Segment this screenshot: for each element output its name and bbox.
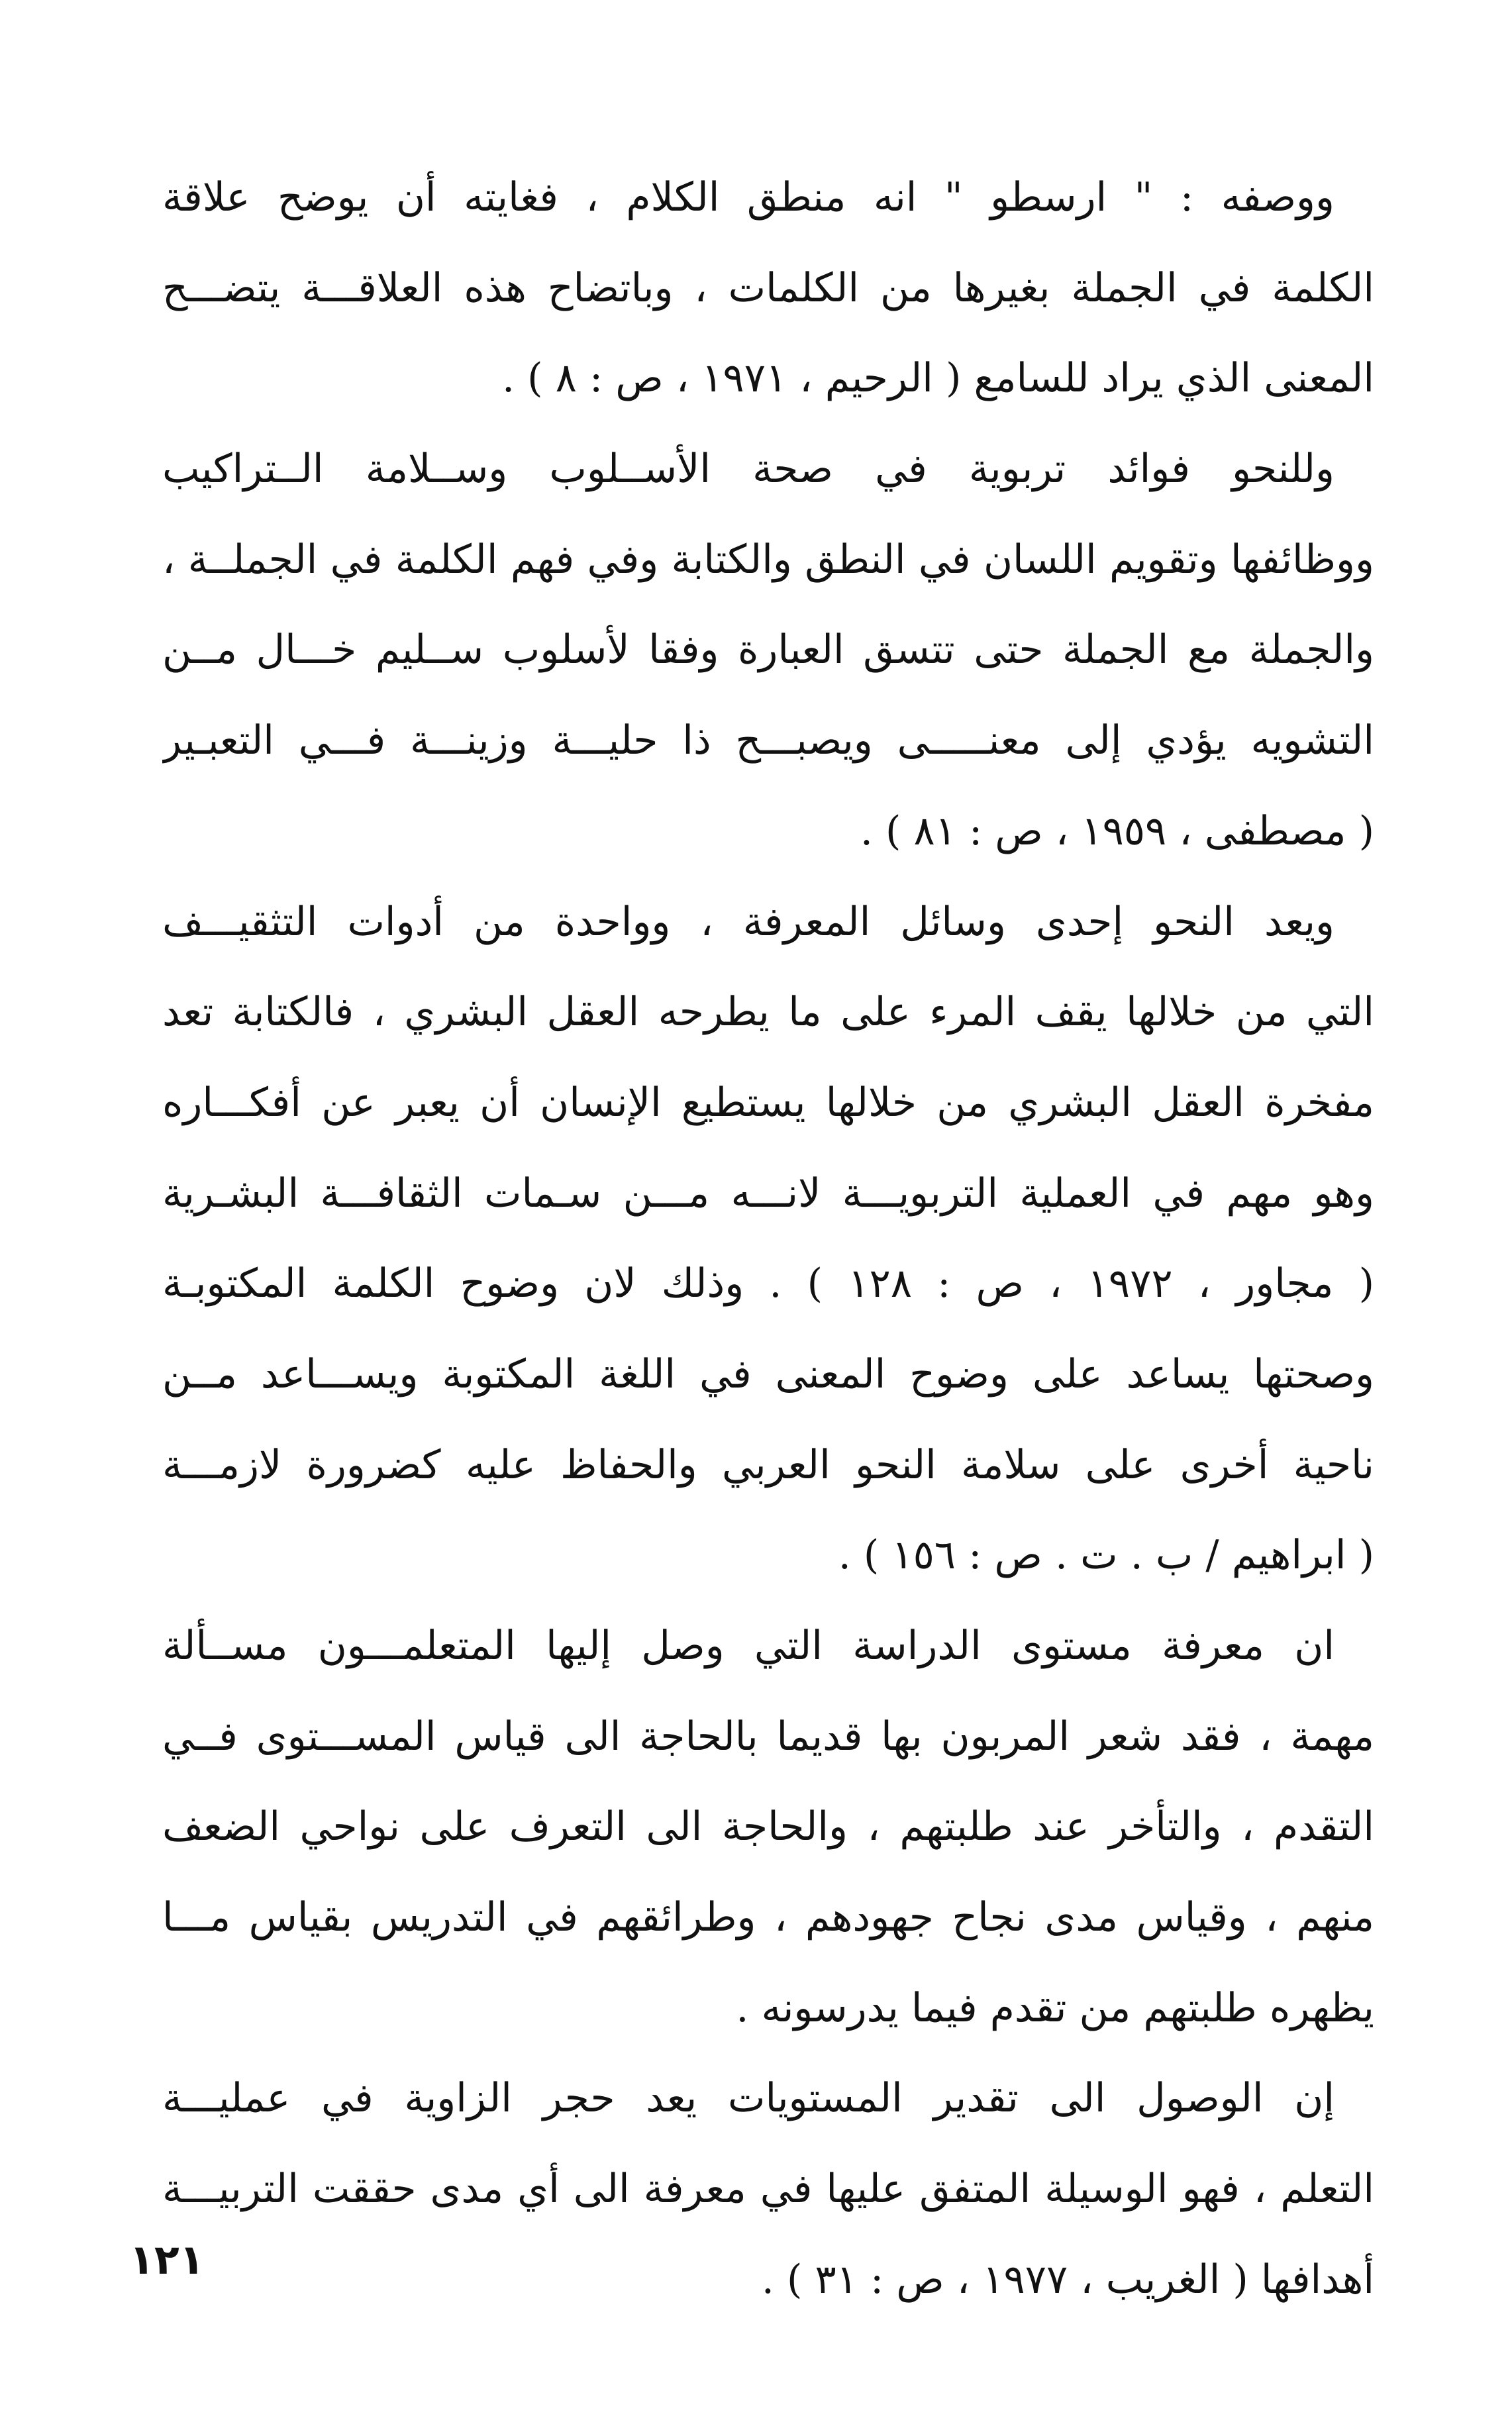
text-line: ( مصطفى ، ١٩٥٩ ، ص : ٨١ ) .: [860, 807, 1374, 854]
text-line: مهمة ، فقد شعر المربون بها قديما بالحاجة الى قياس المســـتوى فــي: [162, 1713, 1374, 1760]
text-line: ووظائفها وتقويم اللسان في النطق والكتابة وفي فهم الكلمة في الجملــة ،: [162, 536, 1374, 583]
text-line: أهدافها ( الغريب ، ١٩٧٧ ، ص : ٣١ ) .: [761, 2256, 1374, 2303]
text-line: التعلم ، فهو الوسيلة المتفق عليها في معرفة الى أي مدى حققت التربيـــة: [162, 2166, 1374, 2213]
text-line: ويعد النحو إحدى وسائل المعرفة ، وواحدة من أدوات التثقيـــف: [162, 898, 1335, 945]
text-line: التشويه يؤدي إلى معنـــــى ويصبـــح ذا حليـــة وزينـــة فـــي التعبـير: [162, 717, 1374, 764]
text-line: ( مجاور ، ١٩٧٢ ، ص : ١٢٨ ) . وذلك لان وضوح الكلمة المكتوبـة: [162, 1260, 1374, 1307]
text-line: المعنى الذي يراد للسامع ( الرحيم ، ١٩٧١ ، ص : ٨ ) .: [502, 355, 1374, 402]
text-line: التقدم ، والتأخر عند طلبتهم ، والحاجة الى التعرف على نواحي الضعف: [162, 1803, 1374, 1850]
text-line: ( ابراهيم / ب . ت . ص : ١٥٦ ) .: [838, 1532, 1374, 1579]
text-line: والجملة مع الجملة حتى تتسق العبارة وفقا لأسلوب ســليم خـــال مــن: [162, 627, 1374, 674]
text-line: إن الوصول الى تقدير المستويات يعد حجر الزاوية في عمليـــة: [162, 2075, 1335, 2122]
text-line: الكلمة في الجملة بغيرها من الكلمات ، وباتضاح هذه العلاقـــة يتضـــح: [162, 264, 1374, 311]
text-line: منهم ، وقياس مدى نجاح جهودهم ، وطرائقهم في التدريس بقياس مـــا: [162, 1894, 1374, 1941]
text-line: التي من خلالها يقف المرء على ما يطرحه العقل البشري ، فالكتابة تعد: [162, 989, 1374, 1036]
text-line: وللنحو فوائد تربوية في صحة الأســلوب وســلامة الــتراكيب: [162, 446, 1335, 493]
text-line: ووصفه : " ارسطو " انه منطق الكلام ، فغايته أن يوضح علاقة: [162, 174, 1335, 221]
page-body-text: [162, 152, 1374, 2325]
text-line: وصحتها يساعد على وضوح المعنى في اللغة المكتوبة ويســـاعد مــن: [162, 1350, 1374, 1397]
text-line: وهو مهم في العملية التربويـــة لانـــه مـــن سـمات الثقافـــة البشـرية: [162, 1170, 1374, 1217]
text-line: مفخرة العقل البشري من خلالها يستطيع الإنسان أن يعبر عن أفكـــاره: [162, 1079, 1374, 1126]
text-line: يظهره طلبتهم من تقدم فيما يدرسونه .: [736, 1984, 1374, 2031]
text-line: ان معرفة مستوى الدراسة التي وصل إليها المتعلمـــون مســألة: [162, 1623, 1335, 1669]
page-number: ١٢١: [129, 2235, 205, 2284]
text-line: ناحية أخرى على سلامة النحو العربي والحفاظ عليه كضرورة لازمـــة: [162, 1441, 1374, 1488]
